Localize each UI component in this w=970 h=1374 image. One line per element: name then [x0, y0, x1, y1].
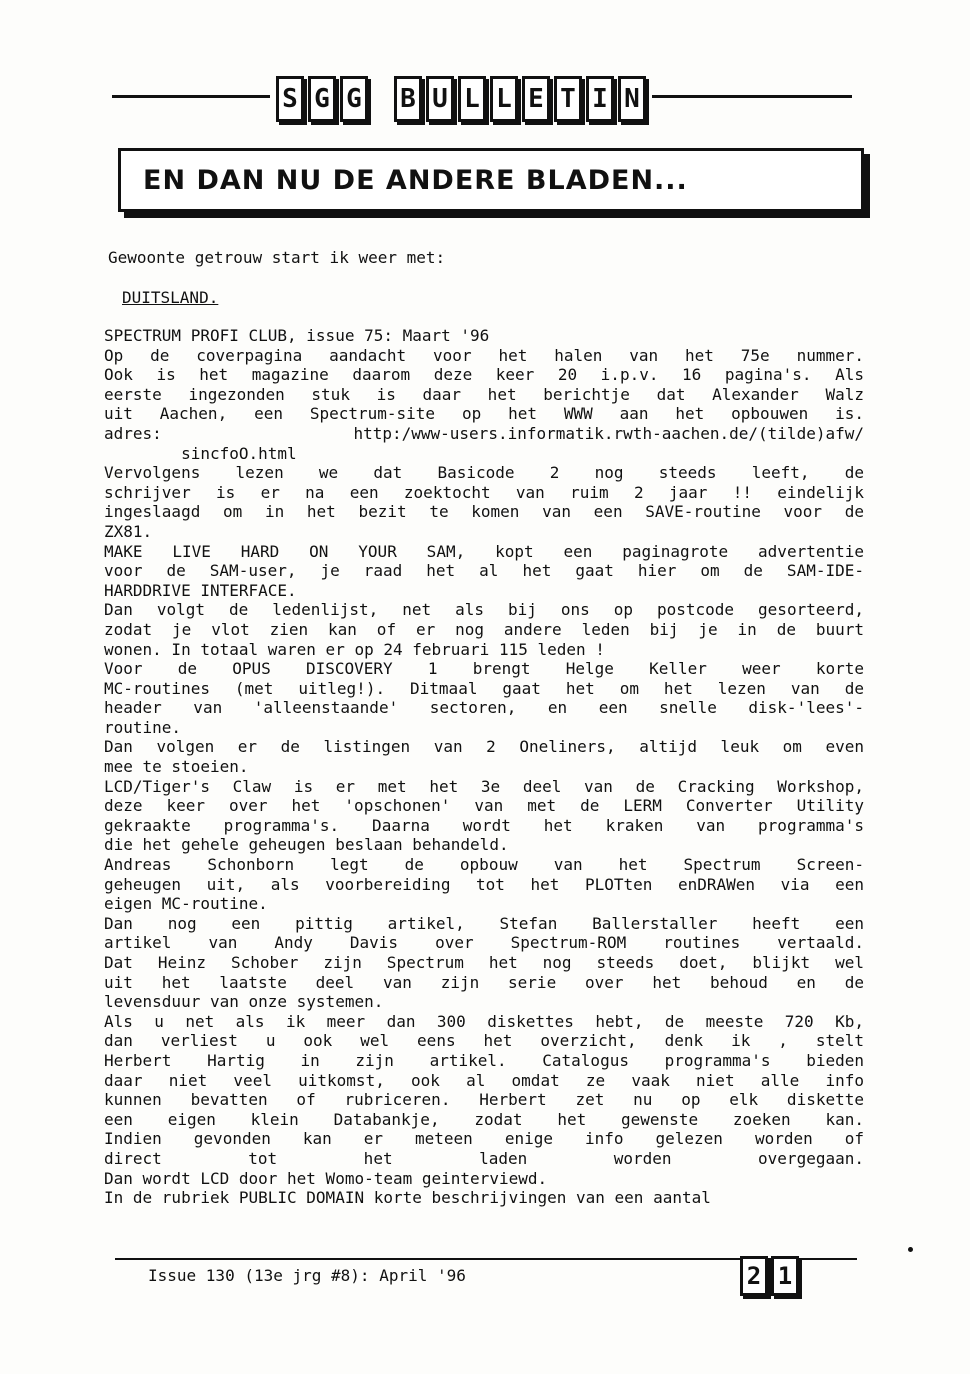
body-line: levensduur van onze systemen. — [104, 992, 384, 1012]
page-number — [740, 1256, 799, 1296]
body-line: voor de SAM-user, je raad het al het gaat hier om de SAM-IDE- — [104, 561, 864, 581]
page-number-digit: 2 — [740, 1256, 768, 1296]
body-line: Dan volgt de ledenlijst, net als bij ons op postcode gesorteerd, — [104, 600, 864, 620]
article-title-box — [118, 148, 864, 212]
masthead-letter: B — [394, 76, 422, 122]
body-line: uit Aachen, een Spectrum-site op het WWW aan het opbouwen is. — [104, 404, 864, 424]
masthead-letter: T — [554, 76, 582, 122]
body-line: uit het laatste deel van zijn serie over het behoud en de — [104, 972, 864, 992]
body-line: artikel van Andy Davis over Spectrum-ROM routines vertaald. — [104, 933, 864, 953]
body-line: ingeslaagd om in het bezit te komen van een SAVE-routine voor de — [104, 502, 864, 522]
body-line: kunnen bevatten of rubriceren. Herbert zet nu op elk diskette — [104, 1090, 864, 1110]
masthead-letter: N — [618, 76, 646, 122]
body-line: Dan volgen er de listingen van 2 Oneliners, altijd leuk om even — [104, 737, 864, 757]
article-title: EN DAN NU DE ANDERE BLADEN... — [143, 164, 688, 196]
body-line: Dan wordt LCD door het Womo-team geinterviewd. — [104, 1168, 548, 1188]
masthead-letter: U — [426, 76, 454, 122]
body-line: routine. — [104, 717, 182, 737]
body-line: schrijver is er na een zoektocht van ruim 2 jaar !! eindelijk — [104, 482, 864, 502]
body-line: dan verliest u ook wel eens het overzicht, denk ik , stelt — [104, 1031, 864, 1051]
body-line: Vervolgens lezen we dat Basicode 2 nog steeds leeft, de — [104, 463, 864, 483]
body-line: In de rubriek PUBLIC DOMAIN korte beschrijvingen van een aantal — [104, 1188, 711, 1208]
body-line: MC-routines (met uitleg!). Ditmaal gaat het om het lezen van de — [104, 678, 864, 698]
body-line: Op de coverpagina aandacht voor het halen van het 75e nummer. — [104, 345, 864, 365]
body-line: Dat Heinz Schober zijn Spectrum het nog steeds doet, blijkt wel — [104, 953, 864, 972]
page-number-digit: 1 — [771, 1256, 799, 1296]
body-line: gekraakte programma's. Daarna wordt het kraken van programma's — [104, 815, 864, 835]
body-line: Ook is het magazine daarom deze keer 20 i.p.v. 16 pagina's. Als — [104, 365, 864, 385]
masthead-letter: L — [490, 76, 518, 122]
body-line: Voor de OPUS DISCOVERY 1 brengt Helge Keller weer korte — [104, 659, 864, 679]
masthead-letter: E — [522, 76, 550, 122]
body-line: direct tot het laden worden overgegaan. — [104, 1148, 864, 1168]
masthead — [270, 72, 652, 126]
body-line: deze keer over het 'opschonen' van met de LERM Converter Utility — [104, 796, 864, 816]
body-line: die het gehele geheugen beslaan behandeld. — [104, 835, 509, 855]
body-line: Dan nog een pittig artikel, Stefan Ballerstaller heeft een — [104, 913, 864, 933]
body-line: Als u net als ik meer dan 300 diskettes hebt, de meeste 720 Kb, — [104, 1011, 864, 1031]
intro-text: Gewoonte getrouw start ik weer met: — [108, 248, 446, 267]
body-line: eerste ingezonden stuk is daar het berichtje dat Alexander Walz — [104, 384, 864, 404]
body-line: mee te stoeien. — [104, 757, 249, 777]
masthead-letter: G — [308, 76, 336, 122]
body-line: een eigen klein Databankje, zodat het gewenste zoeken kan. — [104, 1109, 864, 1129]
body-line: sincfoO.html — [104, 443, 297, 463]
ink-dot — [908, 1247, 913, 1252]
masthead-letter: I — [586, 76, 614, 122]
body-line: eigen MC-routine. — [104, 894, 268, 914]
body-line: header van 'alleenstaande' sectoren, en een snelle disk-'lees'- — [104, 698, 864, 718]
section-heading: DUITSLAND. — [122, 288, 219, 307]
masthead-letter: G — [340, 76, 368, 122]
body-line: Herbert Hartig in zijn artikel. Catalogus programma's bieden — [104, 1050, 864, 1070]
body-line: Andreas Schonborn legt de opbouw van het Spectrum Screen- — [104, 855, 864, 875]
body-line: daar niet veel uitkomst, ook al omdat ze vaak niet alle info — [104, 1070, 864, 1090]
body-line: Indien gevonden kan er meteen enige info gelezen worden of — [104, 1129, 864, 1149]
body-line: MAKE LIVE HARD ON YOUR SAM, kopt een paginagrote advertentie — [104, 541, 864, 561]
masthead-letter: L — [458, 76, 486, 122]
article-body — [104, 326, 864, 1208]
body-line: wonen. In totaal waren er op 24 februari 115 leden ! — [104, 639, 605, 659]
masthead-letter: S — [276, 76, 304, 122]
body-line: ZX81. — [104, 521, 153, 541]
body-line: SPECTRUM PROFI CLUB, issue 75: Maart '96 — [104, 326, 490, 345]
body-line: zodat je vlot zien kan of er nog andere leden bij je in de buurt — [104, 619, 864, 639]
body-line: adres: http:/www-users.informatik.rwth-aachen.de/(tilde)afw/ — [104, 423, 864, 443]
body-line: LCD/Tiger's Claw is er met het 3e deel van de Cracking Workshop, — [104, 776, 864, 796]
issue-info: Issue 130 (13e jrg #8): April '96 — [148, 1266, 466, 1285]
body-line: geheugen uit, als voorbereiding tot het PLOTten enDRAWen via een — [104, 874, 864, 894]
body-line: HARDDRIVE INTERFACE. — [104, 580, 297, 600]
